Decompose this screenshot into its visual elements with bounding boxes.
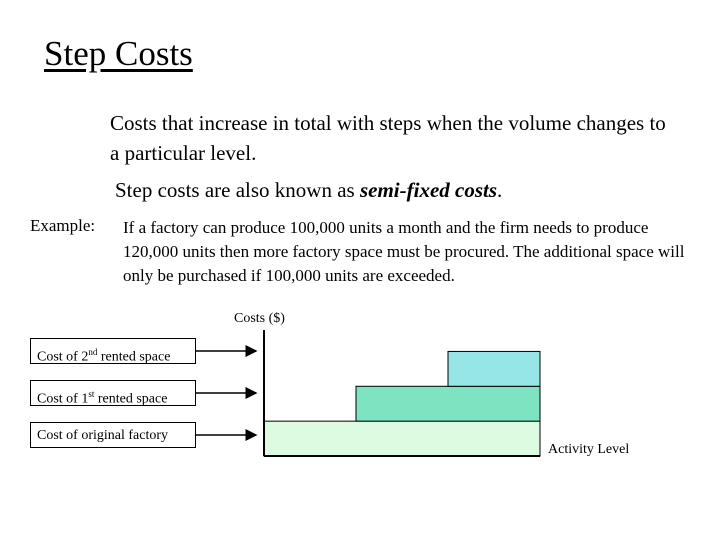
example-label: Example:	[30, 216, 96, 235]
aka-prefix: Step costs are also known as	[115, 178, 360, 202]
step-original-factory	[264, 421, 540, 456]
step-second-rented-space	[448, 351, 540, 386]
label-second-pre: Cost of 2	[37, 349, 89, 365]
label-first-sup: st	[88, 389, 95, 399]
aka-suffix: .	[497, 178, 503, 202]
definition-text: Costs that increase in total with steps when the volume changes to a particular level.	[110, 111, 666, 165]
slide-title: Step Costs	[44, 34, 193, 73]
aka-term: semi-fixed costs	[359, 178, 498, 202]
label-second-sup: nd	[88, 347, 98, 357]
label-original-factory: Cost of original factory	[30, 422, 196, 448]
x-axis-label: Activity Level	[548, 442, 630, 457]
label-first-post: rented space	[94, 391, 168, 407]
label-first-pre: Cost of 1	[37, 391, 89, 407]
label-second-post: rented space	[97, 349, 171, 365]
y-axis-label: Costs ($)	[234, 311, 285, 326]
example-text: If a factory can produce 100,000 units a month and the firm needs to produce 120,000 units then more factory space must be procured. The additional space will only be purchased if 100,000 units are exceeded.	[123, 218, 685, 285]
step-first-rented-space	[356, 386, 540, 421]
